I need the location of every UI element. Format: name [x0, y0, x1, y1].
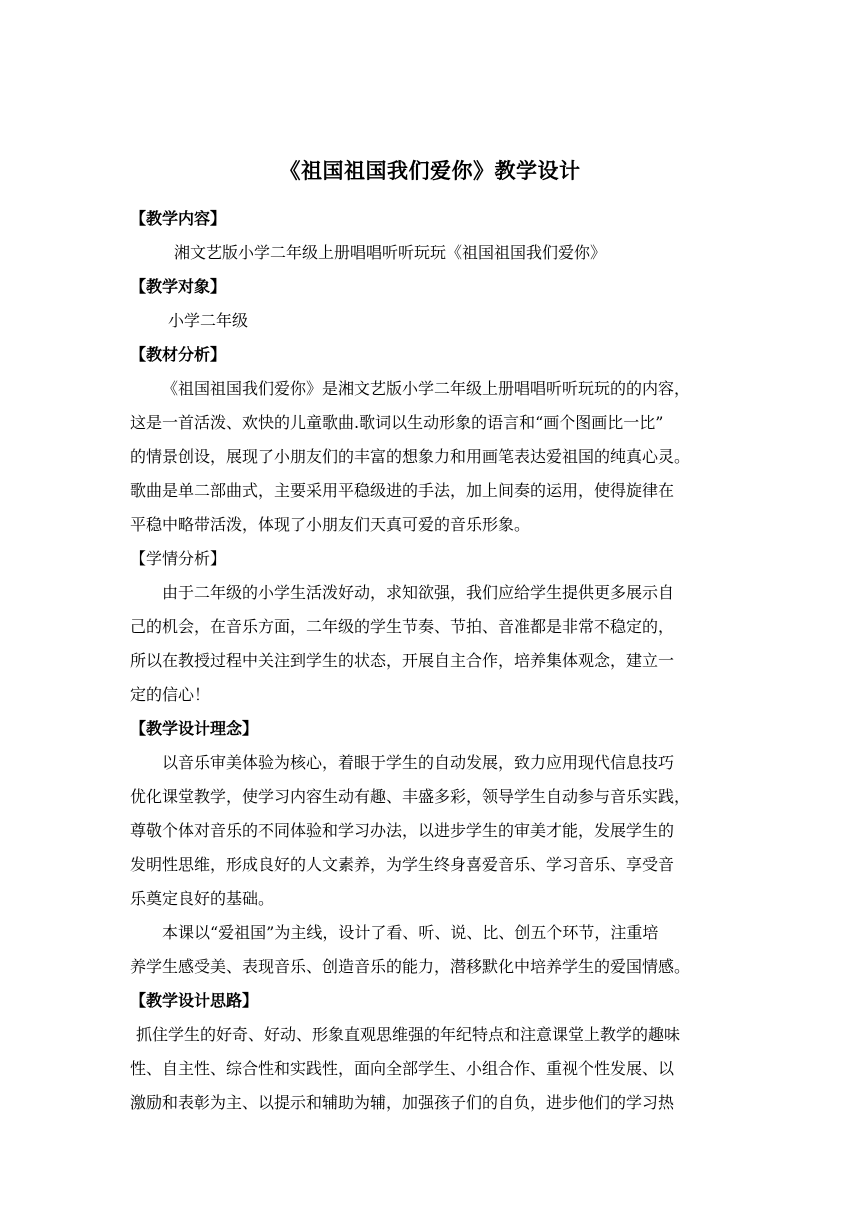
- document-title: 《祖国祖国我们爱你》教学设计: [279, 158, 581, 183]
- paragraph-line: 性、自主性、综合性和实践性，面向全部学生、小组合作、重视个性发展、以: [130, 1059, 675, 1078]
- paragraph-line: 优化课堂教学，使学习内容生动有趣、丰盛多彩，领导学生自动参与音乐实践，: [130, 787, 691, 806]
- document-body: [130, 202, 738, 1120]
- section-heading-approach: 【教学设计思路】: [130, 991, 259, 1010]
- paragraph-line: 湘文艺版小学二年级上册唱唱听听玩玩《祖国祖国我们爱你》: [174, 243, 607, 262]
- section-heading-material: 【教材分析】: [130, 345, 227, 364]
- section-heading-philosophy: 【教学设计理念】: [130, 719, 259, 738]
- paragraph-line: 发明性思维，形成良好的人文素养，为学生终身喜爱音乐、学习音乐、享受音: [130, 855, 675, 874]
- paragraph-line: 《祖国祖国我们爱你》是湘文艺版小学二年级上册唱唱听听玩玩的的内容，: [162, 379, 691, 398]
- paragraph-line: 所以在教授过程中关注到学生的状态，开展自主合作，培养集体观念，建立一: [130, 651, 675, 670]
- section-heading-audience: 【教学对象】: [130, 277, 227, 296]
- paragraph-line: 这是一首活泼、欢快的儿童歌曲.歌词以生动形象的语言和“画个图画比一比”: [130, 413, 664, 432]
- paragraph-line: 本课以“爱祖国”为主线，设计了看、听、说、比、创五个环节，注重培: [162, 923, 659, 942]
- paragraph-line: 养学生感受美、表现音乐、创造音乐的能力，潜移默化中培养学生的爱国情感。: [130, 957, 691, 976]
- paragraph-line: 尊敬个体对音乐的不同体验和学习办法，以进步学生的审美才能，发展学生的: [130, 821, 675, 840]
- paragraph-line: 乐奠定良好的基础。: [130, 889, 275, 908]
- paragraph-line: 由于二年级的小学生活泼好动，求知欲强，我们应给学生提供更多展示自: [162, 583, 675, 602]
- section-heading-students: 【学情分析】: [130, 549, 227, 568]
- paragraph-line: 平稳中略带活泼，体现了小朋友们天真可爱的音乐形象。: [130, 515, 531, 534]
- paragraph-line: 激励和表彰为主、以提示和辅助为辅，加强孩子们的自负，进步他们的学习热: [130, 1093, 675, 1112]
- section-heading-content: 【教学内容】: [130, 209, 227, 228]
- paragraph-line: 歌曲是单二部曲式，主要采用平稳级进的手法，加上间奏的运用，使得旋律在: [130, 481, 675, 500]
- paragraph-line: 抓住学生的好奇、好动、形象直观思维强的年纪特点和注意课堂上教学的趣味: [136, 1025, 681, 1044]
- paragraph-line: 以音乐审美体验为核心，着眼于学生的自动发展，致力应用现代信息技巧: [162, 753, 675, 772]
- paragraph-line: 定的信心！: [130, 685, 211, 704]
- paragraph-line: 己的机会，在音乐方面，二年级的学生节奏、节拍、音准都是非常不稳定的，: [130, 617, 675, 636]
- paragraph-line: 小学二年级: [168, 311, 249, 330]
- paragraph-line: 的情景创设，展现了小朋友们的丰富的想象力和用画笔表达爱祖国的纯真心灵。: [130, 447, 691, 466]
